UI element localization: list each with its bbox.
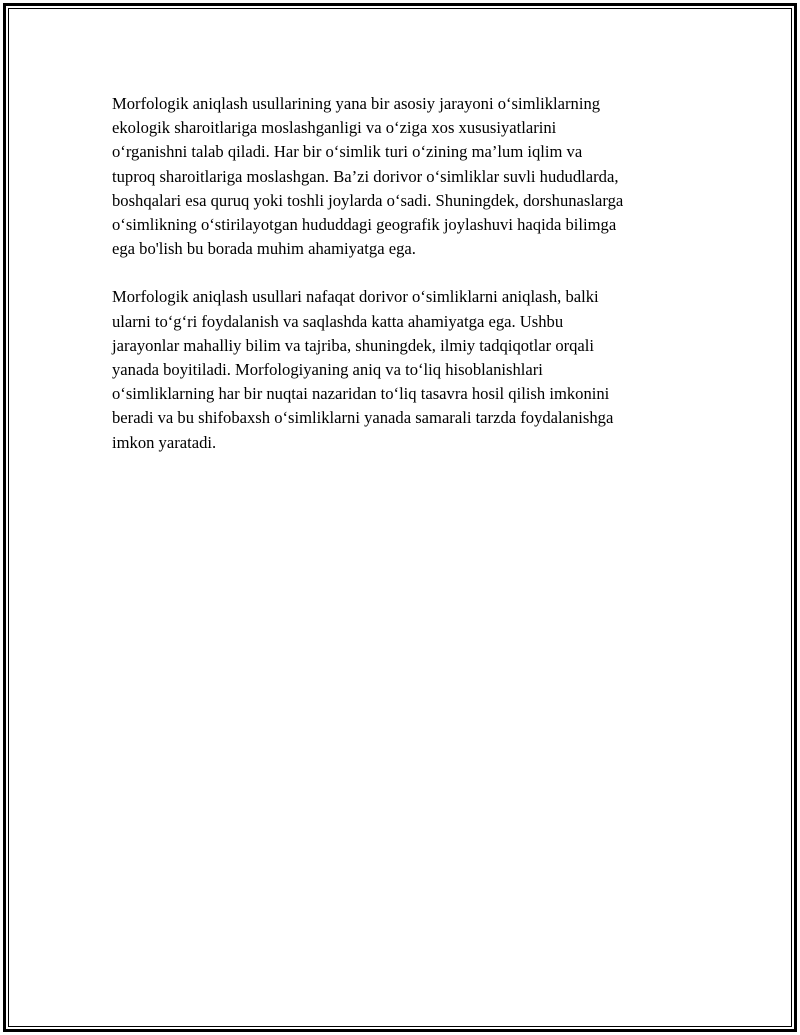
paragraph-line: ega bo'lish bu borada muhim ahamiyatga ega.	[112, 239, 416, 259]
paragraph-line: imkon yaratadi.	[112, 432, 217, 452]
paragraph-line: o‘simlikning o‘stirilayotgan hududdagi geografik joylashuvi haqida bilimga	[112, 215, 617, 235]
document-body	[112, 92, 692, 479]
paragraph-line: jarayonlar mahalliy bilim va tajriba, shuningdek, ilmiy tadqiqotlar orqali	[112, 335, 595, 355]
paragraph-line: Morfologik aniqlash usullarining yana bir asosiy jarayoni o‘simliklarning	[112, 94, 601, 113]
paragraph-line: ekologik sharoitlariga moslashganligi va o‘ziga xos xususiyatlarini	[112, 118, 557, 138]
paragraph-line: o‘simliklarning har bir nuqtai nazaridan to‘liq tasavra hosil qilish imkonini	[112, 384, 610, 404]
paragraph-line: o‘rganishni talab qiladi. Har bir o‘simlik turi o‘zining ma’lum iqlim va	[112, 142, 583, 162]
paragraph-2	[112, 285, 692, 454]
paragraph-1	[112, 92, 692, 261]
paragraph-line: boshqalari esa quruq yoki toshli joylarda o‘sadi. Shuningdek, dorshunaslarga	[112, 190, 624, 210]
paragraph-line: tuproq sharoitlariga moslashgan. Ba’zi dorivor o‘simliklar suvli hududlarda,	[112, 166, 619, 186]
paragraph-line: Morfologik aniqlash usullari nafaqat dorivor o‘simliklarni aniqlash, balki	[112, 287, 599, 307]
paragraph-line: yanada boyitiladi. Morfologiyaning aniq va to‘liq hisoblanishlari	[112, 360, 543, 380]
paragraph-line: ularni to‘g‘ri foydalanish va saqlashda katta ahamiyatga ega. Ushbu	[112, 311, 564, 331]
paragraph-line: beradi va bu shifobaxsh o‘simliklarni yanada samarali tarzda foydalanishga	[112, 408, 614, 428]
